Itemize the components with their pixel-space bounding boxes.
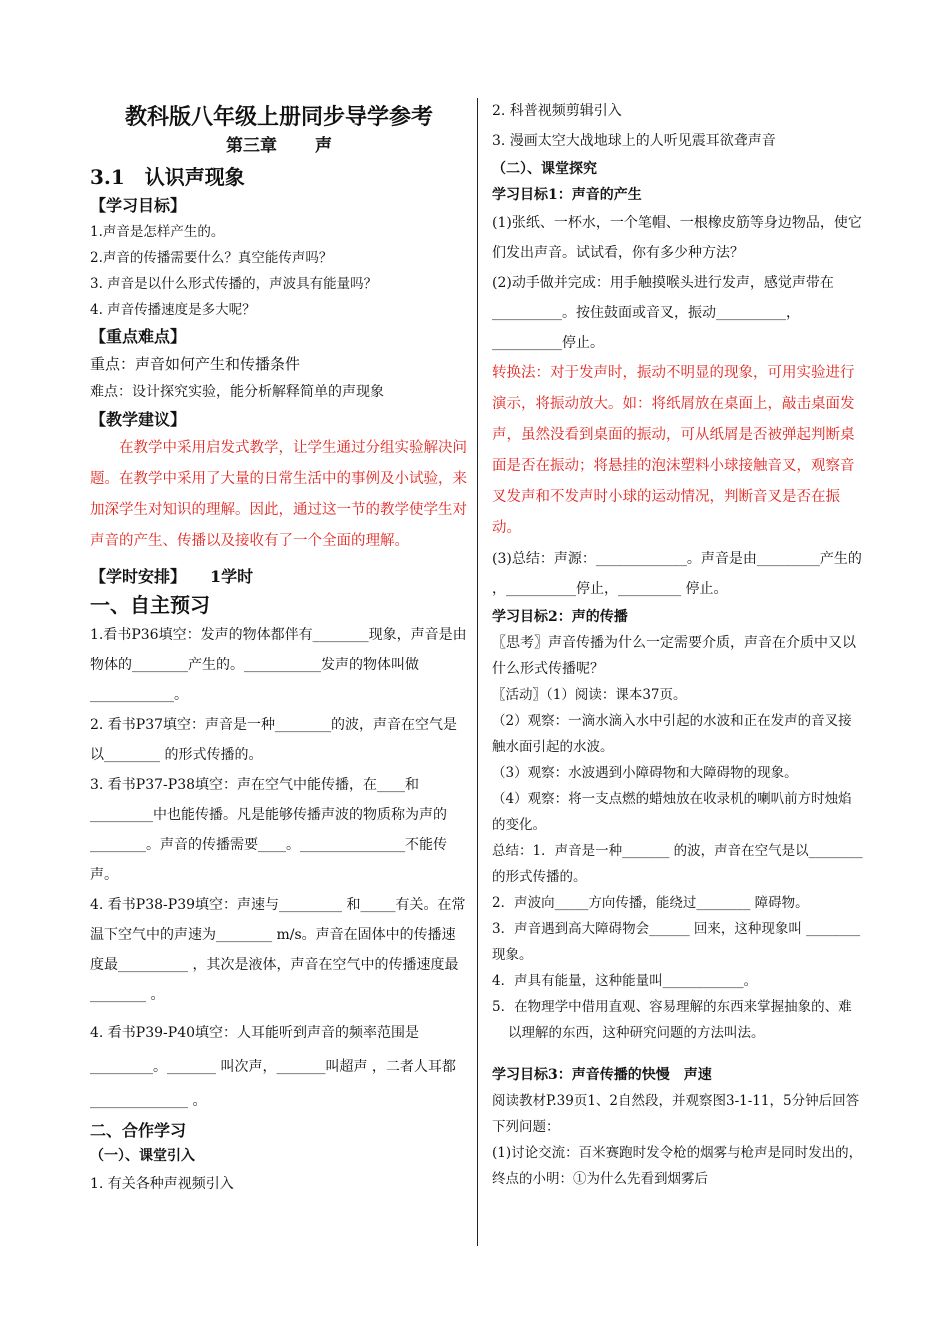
intro-item: 1. 有关各种声视频引入 <box>90 1176 234 1192</box>
goal-2-title: 学习目标2：声的传播 <box>492 609 628 625</box>
goal-1-summary: (3)总结：声源：_____________。声音是由_________产生的 ，__________停止，_________ 停止。 <box>492 551 862 597</box>
advice-heading: 【教学建议】 <box>90 410 187 429</box>
goal-3-title: 学习目标3：声音传播的快慢 声速 <box>492 1067 712 1083</box>
goal-item: 3. 声音是以什么形式传播的，声波具有能量吗？ <box>90 276 378 292</box>
think-prompt: 〖思考〗声音传播为什么一定需要介质，声音在介质中又以什么形式传播呢？ <box>492 635 856 677</box>
intro-heading: （一）、课堂引入 <box>90 1148 195 1164</box>
cooperation-heading: 二、合作学习 <box>90 1121 187 1140</box>
preview-item: 3. 看书P37-P38填空：声在空气中能传播，在____和_________中也能传播。凡是能够传播声波的物质称为声的________。声音的传播需要____。_______________不能传声。 <box>90 777 447 883</box>
intro-item: 2. 科普视频剪辑引入 <box>492 103 622 119</box>
activity-item: （2）观察：一滴水滴入水中引起的水波和正在发声的音叉接触水面引起的水波。 <box>492 713 852 755</box>
preview-item: 4. 看书P38-P39填空：声速与_________ 和_____有关。在常温下空气中的声速为________ m/s。声音在固体中的传播速度最__________ ，其次是液体，声音在空气中的传播速度最________ 。 <box>90 897 466 1003</box>
difficult-point: 难点：设计探究实验，能分析解释简单的声现象 <box>90 384 384 400</box>
intro-item: 3. 漫画太空大战地球上的人听见震耳欲聋声音 <box>492 133 776 149</box>
schedule-heading: 【学时安排】 1学时 <box>90 567 254 586</box>
key-point: 重点：声音如何产生和传播条件 <box>90 355 301 373</box>
chapter-title <box>90 134 468 158</box>
activity-item: （3）观察：水波遇到小障碍物和大障碍物的现象。 <box>492 765 798 781</box>
goal-1-task: (2)动手做并完成：用手触摸喉头进行发声，感觉声带在__________。按住鼓面或音叉，振动__________，__________停止。 <box>492 275 834 351</box>
explore-heading: （二）、课堂探究 <box>492 161 597 177</box>
key-points-heading: 【重点难点】 <box>90 327 187 346</box>
preview-item: 4. 看书P39-P40填空：人耳能听到声音的频率范围是_________。_______ 叫次声，_______叫超声 ，二者人耳都______________ 。 <box>90 1025 456 1109</box>
activity-item: （4）观察：将一支点燃的蜡烛放在收录机的喇叭前方时烛焰的变化。 <box>492 791 852 833</box>
goal-1-title: 学习目标1：声音的产生 <box>492 187 642 203</box>
right-column <box>492 96 864 1192</box>
summary-item: 4．声具有能量，这种能量叫____________。 <box>492 973 758 989</box>
document-title: 教科版八年级上册同步导学参考 <box>124 104 433 130</box>
summary-item: 2．声波向_____方向传播，能绕过________ 障碍物。 <box>492 895 809 911</box>
summary-item: 总结：1．声音是一种_______ 的波，声音在空气是以________ 的形式传播的。 <box>492 843 863 885</box>
reading-instruction: 阅读教材P.39页1、2自然段，并观察图3-1-11，5分钟后回答下列问题： <box>492 1093 860 1135</box>
chapter-number: 第三章 <box>226 136 277 156</box>
preview-item: 2. 看书P37填空：声音是一种________的波，声音在空气是以________ 的形式传播的。 <box>90 717 458 763</box>
goal-1-task: (1)张纸、一杯水，一个笔帽、一根橡皮筋等身边物品，使它们发出声音。试试看，你有多少种方法？ <box>492 215 862 261</box>
goal-item: 1.声音是怎样产生的。 <box>90 224 225 240</box>
summary-item: 5．在物理学中借用直观、容易理解的东西来掌握抽象的、难以理解的东西，这种研究问题的方法叫法。 <box>492 999 852 1041</box>
preview-heading: 一、自主预习 <box>90 593 210 617</box>
summary-item: 3．声音遇到高大障碍物会______ 回来，这种现象叫 ________现象。 <box>492 921 861 963</box>
activity-item: 〖活动〗（1）阅读：课本37页。 <box>492 687 687 703</box>
chapter-name: 声 <box>315 136 332 156</box>
goal-item: 4. 声音传播速度是多大呢？ <box>90 302 256 318</box>
goal-item: 2.声音的传播需要什么？真空能传声吗？ <box>90 250 333 266</box>
advice-text: 在教学中采用启发式教学，让学生通过分组实验解决问题。在教学中采用了大量的日常生活中的事例及小试验，来加深学生对知识的理解。因此，通过这一节的教学使学生对声音的产生、传播以及接收有了一个全面的理解。 <box>90 440 467 549</box>
section-title: 3.1 认识声现象 <box>90 165 245 189</box>
left-column <box>90 96 468 1199</box>
conversion-method-note: 转换法：对于发声时，振动不明显的现象，可用实验进行演示，将振动放大。如：将纸屑放在桌面上，敲击桌面发声，虽然没看到桌面的振动，可从纸屑是否被弹起判断桌面是否在振动；将悬挂的泡沫塑料小球接触音叉，观察音叉发声和不发声时小球的运动情况，判断音叉是否在振动。 <box>492 365 855 536</box>
discussion-question: (1)讨论交流：百米赛跑时发令枪的烟雾与枪声是同时发出的，终点的小明：①为什么先看到烟雾后 <box>492 1145 863 1187</box>
goals-heading: 【学习目标】 <box>90 196 187 215</box>
column-divider <box>477 98 478 1246</box>
preview-item: 1.看书P36填空：发声的物体都伴有________现象，声音是由物体的________产生的。___________发声的物体叫做____________。 <box>90 627 467 703</box>
